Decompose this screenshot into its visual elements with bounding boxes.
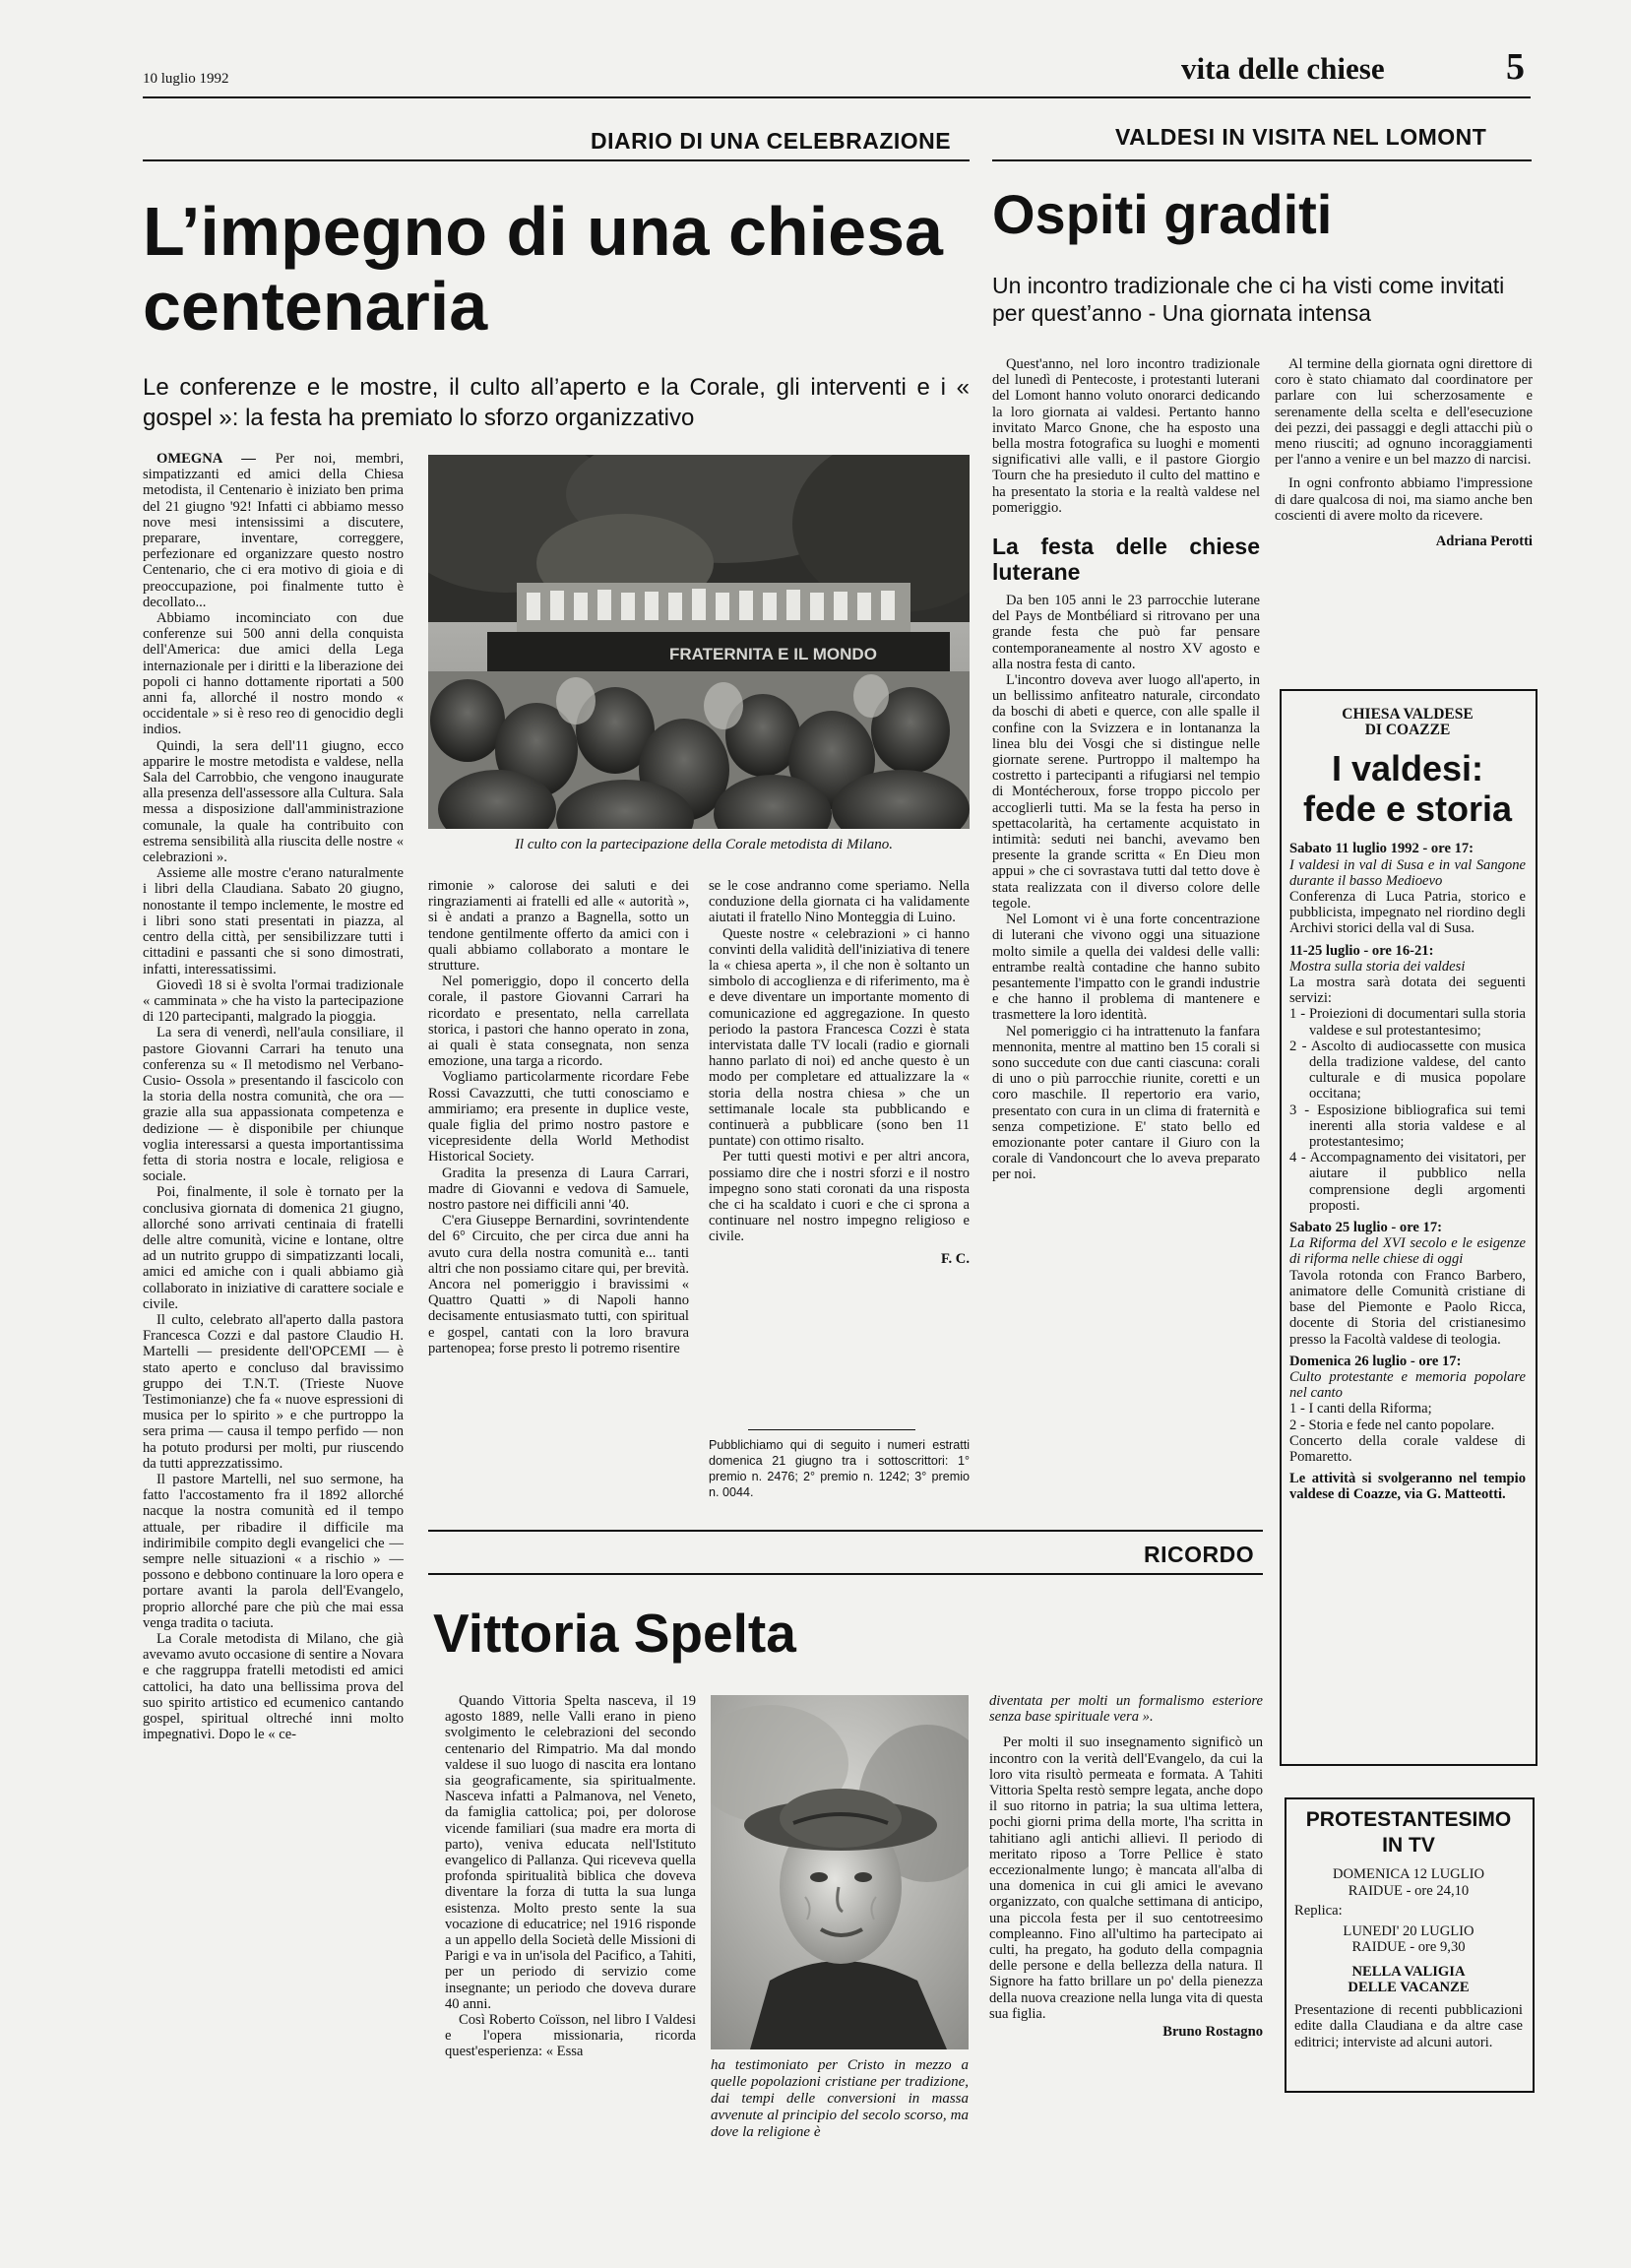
left-col2-p1: Nel pomeriggio, dopo il concerto della corale, il pastore Giovanni Carrari ha ricordato e presentato, nella carrellata storica, i pastori che hanno operato in zona, ai quali è stata consegnata, non senza emozione, una targa a ricordo.: [428, 974, 689, 1070]
ricordo-kicker: RICORDO: [1144, 1542, 1255, 1567]
coazze-place: DI COAZZE: [1364, 722, 1451, 739]
ricordo-col1-p0: Quando Vittoria Spelta nasceva, il 19 agosto 1889, nelle Valli erano in pieno svolgimento le celebrazioni del secondo centenario del Rimpatrio. Ma dal mondo valdese il suo luogo di nascita era lontano sia geograficamente, sia spiritualmente. Nasceva infatti a Palmanova, nel Veneto, da famiglia cattolica; poi, per dolorose vicende familiari (sua madre era morta di parto), veniva educata nell'Istituto evangelico di Pallanza. Qui riceveva quella profonda spiritualità biblica che doveva diventare la forza di tutta la sua lunga esistenza. Molto presto sente la sua vocazione di educatrice; nel 1916 risponde a un appello della Società delle Missioni di Parigi e va in un'isola del Pacifico, a Tahiti, per un periodo di servizio come insegnante; un periodo che doveva durare 40 anni.: [445, 1693, 696, 2012]
right-col1b-p3: Nel pomeriggio ci ha intrattenuto la fanfara mennonita, mentre al mattino ben 15 corali si sono succedute con due canti ciascuna: corali di uno o più parrocchie riunite, coretti e un coro maschile. Il repertorio era vario, presentato con cura in un clima di fraternità e senza competizione. E' stato bello ed emozionante poter cantare il Giuro con la corale di Vandoncourt che lo aveva preparato per noi.: [992, 1023, 1260, 1183]
right-subhead: Un incontro tradizionale che ci ha visti come invitati per quest’anno - Una giornata intensa: [992, 273, 1505, 326]
photo-banner-text: FRATERNITA E IL MONDO: [669, 645, 877, 663]
right-kicker-rule: [992, 159, 1532, 161]
right-col2-p1: In ogni confronto abbiamo l'impressione di dare qualcosa di noi, ma siamo anche ben coscienti di avere molto da ricevere.: [1275, 475, 1533, 524]
coazze-item2-title: La Riforma del XVI secolo e le esigenze di riforma nelle chiese di oggi: [1289, 1235, 1526, 1268]
left-col3-p0: se le cose andranno come speriamo. Nella conduzione della giornata ci ha validamente aiutati il fratello Nino Monteggia di Luino.: [709, 878, 970, 926]
coazze-service-3: 3 - Esposizione bibliografica sui temi inerenti alla storia valdese e al protestantesimo;: [1289, 1102, 1526, 1151]
left-kicker: DIARIO DI UNA CELEBRAZIONE: [591, 128, 952, 154]
coazze-content: [1289, 701, 1526, 1754]
lottery-note: Pubblichiamo qui di seguito i numeri estratti domenica 21 giugno tra i sottoscrittori: 1° premio n. 2476; 2° premio n. 1242; 3° premio n. 0044.: [709, 1438, 970, 1499]
ricordo-top-rule: [428, 1530, 1263, 1532]
left-col3: [709, 878, 970, 1410]
coazze-church: CHIESA VALDESE: [1342, 706, 1474, 723]
left-col1-p6: Poi, finalmente, il sole è tornato per la conclusiva giornata di domenica 21 giugno, allorché sono arrivati centinaia di fratelli delle altre comunità, vicine e lontane, oltre ad un nutrito gruppo di simpatizzanti locali, amici ed amiche con i quali abbiamo già collaborato in iniziative di carattere sociale e civile.: [143, 1184, 404, 1312]
left-col1-p4: Giovedì 18 si è svolta l'ormai tradizionale « camminata » che ha visto la partecipazione di 120 partecipanti, malgrado la pioggia.: [143, 976, 404, 1026]
vittoria-spelta-portrait: [711, 1695, 969, 2049]
ricordo-col2-top: diventata per molti un formalismo esteriore senza base spirituale vera ».: [989, 1693, 1263, 1726]
right-kicker: VALDESI IN VISITA NEL LOMONT: [1115, 124, 1487, 150]
tv-replica: Replica:: [1294, 1903, 1343, 1919]
coazze-item3-date: Domenica 26 luglio - ore 17:: [1289, 1353, 1462, 1369]
left-col1: [143, 451, 404, 2252]
tv-section-line2: DELLE VACANZE: [1348, 1980, 1470, 1995]
right-signature: Adriana Perotti: [1435, 534, 1533, 550]
ricordo-col2-p0: Per molti il suo insegnamento significò un incontro con la verità dell'Evangelo, da cui la loro vita risultò permeata e formata. A Tahiti Vittoria Spelta restò sempre legata, anche dopo il suo ritorno in patria; la sua ultima lettera, pochi giorni prima della morte, l'ha scritta in tahitiano agli antichi allievi. Il periodo di meritato riposo a Torre Pellice è stato eccezionalmente lungo; è mancata all'alba di una domenica in cui gli amici le avevano organizzato, con qualche settimana di anticipo, una piccola festa per il suo centotreesimo compleanno. Fino all'ultimo ha partecipato ai culti, ha pregato, ha goduto della compagnia delle persone e della bellezza della natura. Il Signore ha fatto brillare un po' della pienezza della nuova creazione nella lunga vita di questa sua figlia.: [989, 1734, 1263, 2022]
masthead-title: vita delle chiese: [1181, 51, 1385, 86]
coazze-service-2: 2 - Ascolto di audiocassette con musica della tradizione valdese, del canto culturale e di musica popolare occitana;: [1289, 1038, 1526, 1102]
ricordo-col1: [445, 1693, 696, 2254]
coazze-item1-body: La mostra sarà dotata dei seguenti servizi:: [1289, 975, 1526, 1007]
right-headline: Ospiti graditi: [992, 183, 1333, 245]
left-subhead: Le conferenze e le mostre, il culto all’aperto e la Corale, gli interventi e i « gospel »: la festa ha premiato lo sforzo organizzativo: [143, 374, 970, 431]
coazze-title: [1289, 748, 1526, 829]
coazze-title-line1: I valdesi:: [1331, 748, 1484, 789]
coazze-service-4: 4 - Accompagnamento dei visitatori, per aiutare il pubblico nella comprensione degli argomenti proposti.: [1289, 1150, 1526, 1214]
note-rule: [748, 1429, 915, 1430]
coazze-item0-date: Sabato 11 luglio 1992 - ore 17:: [1289, 841, 1474, 857]
choir-photo-caption: Il culto con la partecipazione della Corale metodista di Milano.: [514, 837, 894, 852]
tv-date2: LUNEDI' 20 LUGLIO: [1343, 1922, 1474, 1939]
masthead-date: 10 luglio 1992: [143, 71, 229, 87]
left-col2-p4: C'era Giuseppe Bernardini, sovrintendente del 6° Circuito, che per circa due anni ha avuto cura della nostra comunità e... tanti altri che non possiamo citare qui, per brevità. Ancora nel pomeriggio i bravissimi « Quattro Quatti » di Napoli hanno decisamente entusiasmato tutti, con spiritual e gospel, cantati con la loro bravura partenopea; forse presto li potremo risentire: [428, 1213, 689, 1356]
right-col1b-p1: L'incontro doveva aver luogo all'aperto, in un bellissimo anfiteatro naturale, circondato da boschi di abeti e querce, con alle spalle il confine con la Svizzera e in lontananza la linea blu dei Vosgi che si distingue nelle giornate serene. Purtroppo il maltempo ha costretto i partecipanti a rifugiarsi nel tempio di Montécheroux, forse troppo piccolo per accoglierli tutti. Ma se la festa ha perso in spettacolarità, ha certamente acquistato in intimità: seduti nei banchi, avevamo ben presente la grande scritta « En Dieu mon appui » che ci sovrastava tutti dal tetto dove è stata realizzata con il diverso colore delle tegole.: [992, 672, 1260, 912]
tv-time2: RAIDUE - ore 9,30: [1351, 1939, 1466, 1955]
tv-section-text: Presentazione di recenti pubblicazioni edite dalla Claudiana e da altre case editrici; interviste ad alcuni autori.: [1294, 2001, 1523, 2050]
left-col1-p8: Il pastore Martelli, nel suo sermone, ha fatto l'accostamento fra il 1892 allorché nacque la nostra comunità ed il tempo attuale, per ribadire il difficile ma indirimibile compito degli evangelici che — sempre nelle situazioni « a rischio » — possono e debbono continuare la loro opera e portare avanti la parola dell'Evangelo, proprio allorché pare che più che mai essa venga tradita o taciuta.: [143, 1472, 404, 1631]
tv-date1: DOMENICA 12 LUGLIO: [1332, 1866, 1485, 1882]
masthead-rule: [143, 96, 1531, 98]
coazze-item2-date: Sabato 25 luglio - ore 17:: [1289, 1220, 1442, 1236]
ricordo-col1-p1: Così Roberto Coïsson, nel libro I Valdesi e l'opera missionaria, ricorda quest'esperienza: « Essa: [445, 2012, 696, 2060]
left-col2-p2: Vogliamo particolarmente ricordare Febe Rossi Cavazzutti, che tutti conosciamo e ammiriamo; era presente in duplice veste, quale figlia del primo nostro pastore e vicepresidente della World Methodist Historical Society.: [428, 1069, 689, 1166]
tv-title: [1294, 1807, 1523, 1858]
left-col1-p9: La Corale metodista di Milano, che già avevamo avuto occasione di sentire a Novara e che raggruppa fratelli metodisti ed amici cattolici, ha dato una bellissima prova del suo spirito artistico ed ecumenico cantando gospel, spiritual oltreché inni molto impegnativi. Dopo le « ce-: [143, 1631, 404, 1743]
left-col2-p3: Gradita la presenza di Laura Carrari, madre di Giovanni e vedova di Samuele, nostro pastore nei difficili anni '40.: [428, 1165, 689, 1214]
left-col1-p2: Quindi, la sera dell'11 giugno, ecco apparire le mostre metodista e valdese, nella Sala del Carrobbio, che vengono inaugurate alla presenza dell'assessore alla Cultura. Sala messa a disposizione dall'amministrazione comunale, la quale ha contribuito con estrema sensibilità alla riuscita delle nostre « celebrazioni ».: [143, 737, 404, 866]
coazze-title-line2: fede e storia: [1302, 788, 1513, 830]
right-col1-p0: Quest'anno, nel loro incontro tradizionale del lunedì di Pentecoste, i protestanti luterani del Lomont hanno voluto onorarci dedicando la loro giornata ai valdesi. Pertanto hanno invitato Marco Gnone, che ha esposto una bella mostra fotografica su luoghi e momenti significativi alle valli, e il pastore Giorgio Tourn che ha presieduto il culto del mattino e ha presentato la storia e la realtà valdese nel pomeriggio.: [992, 356, 1260, 516]
left-col1-p3: Assieme alle mostre c'erano naturalmente i libri della Claudiana. Sabato 20 giugno, nonostante il tempo inclemente, le mostre ed i libri sono stati presentati in piazza, al centro della città, per sensibilizzare tutti i cittadini e passanti che si sono dimostrati, infatti, interessatissimi.: [143, 865, 404, 977]
left-col3-p2: Per tutti questi motivi e per altri ancora, possiamo dire che i nostri sforzi e il nostro impegno sono stati coronati da una risposta che ci ha scaldato i cuori e che ci sprona a continuare nel nostro impegno religioso e civile.: [709, 1149, 970, 1245]
portrait-caption: ha testimoniato per Cristo in mezzo a quelle popolazioni cristiane per tradizione, dai tempi delle conversioni in massa avvenute al principio del secolo scorso, ma dove la religione è: [711, 2057, 969, 2140]
coazze-song-1: 1 - I canti della Riforma;: [1289, 1401, 1432, 1418]
tv-title-line1: PROTESTANTESIMO: [1305, 1808, 1512, 1831]
tv-content: [1294, 1807, 1523, 2050]
coazze-song-2: 2 - Storia e fede nel canto popolare.: [1289, 1417, 1495, 1433]
coazze-item0-title: I valdesi in val di Susa e in val Sangone durante il basso Medioevo: [1289, 856, 1526, 889]
right-col1b-p2: Nel Lomont vi è una forte concentrazione di luterani che vivono oggi una situazione molto simile a quella dei valdesi delle valli: entrambe realtà contadine che hanno subito pesantemente l'impatto con le grandi industrie e che hanno il problema di mantenere e trasmettere la loro identità.: [992, 912, 1260, 1024]
ricordo-headline: Vittoria Spelta: [433, 1603, 796, 1664]
left-col2: [428, 878, 689, 1518]
left-kicker-rule: [143, 159, 970, 161]
coazze-item2-body: Tavola rotonda con Franco Barbero, animatore delle Comunità cristiane di base del Piemonte e Paolo Ricca, docente di Storia del cristianesimo presso la Facoltà valdese di teologia.: [1289, 1267, 1526, 1348]
left-col1-p7: Il culto, celebrato all'aperto dalla pastora Francesca Cozzi e dal pastore Claudio H. Martelli — presidente dell'OPCEMI — è stato aperto e concluso dal bravissimo gruppo dei T.N.T. (Trieste Nuove Testimonianze) che fa « nuove espressioni di musica per lo spirito » e che purtroppo la sera prima — causa il tempo perfido — non ha potuto prodursi per molti, pur riuscendo da tutti apprezzatissimo.: [143, 1311, 404, 1472]
choir-photo-image: [428, 455, 970, 829]
coazze-item1-date: 11-25 luglio - ore 16-21:: [1289, 942, 1434, 959]
choir-photo: [428, 455, 970, 829]
right-col2: [1275, 356, 1533, 652]
coazze-item0-body: Conferenza di Luca Patria, storico e pubblicista, impegnato nel riordino degli Archivi storici della val di Susa.: [1289, 889, 1526, 937]
portrait-image: [711, 1695, 969, 2049]
coazze-concert: Concerto della corale valdese di Pomaretto.: [1289, 1432, 1526, 1465]
left-headline-line1: L’impegno di una chiesa: [143, 193, 943, 270]
left-col3-p1: Queste nostre « celebrazioni » ci hanno convinti della validità dell'iniziativa di tenere la « chiesa aperta », il che non è soltanto un simbolo di accoglienza e di riferimento, ma è e deve diventare un importante momento di comunicazione ed aggregazione. In questo periodo la pastora Francesca Cozzi è stata intervistata dalle TV locali (radio e giornali hanno parlato di noi) ed anche questo è un modo per completare ed attualizzare la « storia della nostra chiesa » che un settimanale locale sta pubblicando e continuerà a pubblicare (sono ben 11 puntate) con ottimo risalto.: [709, 925, 970, 1150]
left-col1-p0: OMEGNA — Per noi, membri, simpatizzanti ed amici della Chiesa metodista, il Centenario è iniziato ben prima del 21 giugno '92! Infatti ci abbiamo messo nove mesi intensissimi a discutere, preparare, inventare, correggere, perfezionare ed organizzare questo nostro Centenario, che ci era motivo di gioia e di preoccupazione, poi finalmente tutto è decollato...: [143, 451, 404, 610]
tv-section-line1: NELLA VALIGIA: [1351, 1963, 1466, 1980]
coazze-footer: Le attività si svolgeranno nel tempio valdese di Coazze, via G. Matteotti.: [1289, 1471, 1526, 1503]
tv-title-line2: IN TV: [1382, 1834, 1435, 1857]
left-col1-p1: Abbiamo incominciato con due conferenze sui 500 anni della conquista dell'America: due amici della Lega internazionale per i diritti e la liberazione dei popoli ci hanno dottamente riportati a 500 anni fa, allorché il nostro mondo « occidentale » si è reso reo di genocidio degli indios.: [143, 610, 404, 738]
left-headline-line2: centenaria: [143, 268, 488, 345]
ricordo-kicker-rule: [428, 1573, 1263, 1575]
coazze-service-1: 1 - Proiezioni di documentari sulla storia valdese e sul protestantesimo;: [1289, 1006, 1526, 1039]
left-col1-p5: La sera di venerdì, nell'aula consiliare, il pastore Giovanni Carrari ha tenuto una conferenza su « Il metodismo nel Verbano- Cusio- Ossola » presentando il fascicolo con la storia della nostra comunità, che ora — grazie alla sua appassionata competenza e dedizione — è disponibile per chiunque voglia interessarsi a questa importantissima fetta di storia nostra e locale, religiosa e sociale.: [143, 1025, 404, 1185]
ricordo-signature: Bruno Rostagno: [1162, 2024, 1263, 2041]
left-col3-signature: F. C.: [940, 1250, 970, 1267]
tv-time1: RAIDUE - ore 24,10: [1348, 1882, 1470, 1899]
coazze-item3-title: Culto protestante e memoria popolare nel canto: [1289, 1368, 1526, 1402]
ricordo-col2: [989, 1693, 1263, 2254]
tv-section: [1294, 1964, 1523, 1996]
right-col2-p0: Al termine della giornata ogni direttore di coro è stato chiamato dal coordinatore per parlare con lui scherzosamente e serenamente della scelta e dell'esecuzione dei pezzi, dei passaggi e degli attacchi più o meno riusciti; ad ognuno incoraggiamenti per l'anno a venire e un bel mazzo di narcisi.: [1275, 356, 1533, 469]
coazze-item1-title: Mostra sulla storia dei valdesi: [1289, 958, 1466, 975]
left-headline: [143, 193, 989, 345]
right-subhead2: La festa delle chiese luterane: [992, 534, 1260, 586]
page-number: 5: [1506, 46, 1525, 88]
left-col2-p0: rimonie » calorose dei saluti e dei ringraziamenti ai fratelli ed alle « autorità », si è andati a pranzo a Bagnella, sotto un tendone gentilmente offerto da amici con i quali abbiamo collaborato a montare le strutture.: [428, 878, 689, 975]
right-col1b-p0: Da ben 105 anni le 23 parrocchie luterane del Pays de Montbéliard si ritrovano per una grande festa che può far pensare contemporaneamente al nostro XV agosto e alla nostra festa di canto.: [992, 593, 1260, 672]
